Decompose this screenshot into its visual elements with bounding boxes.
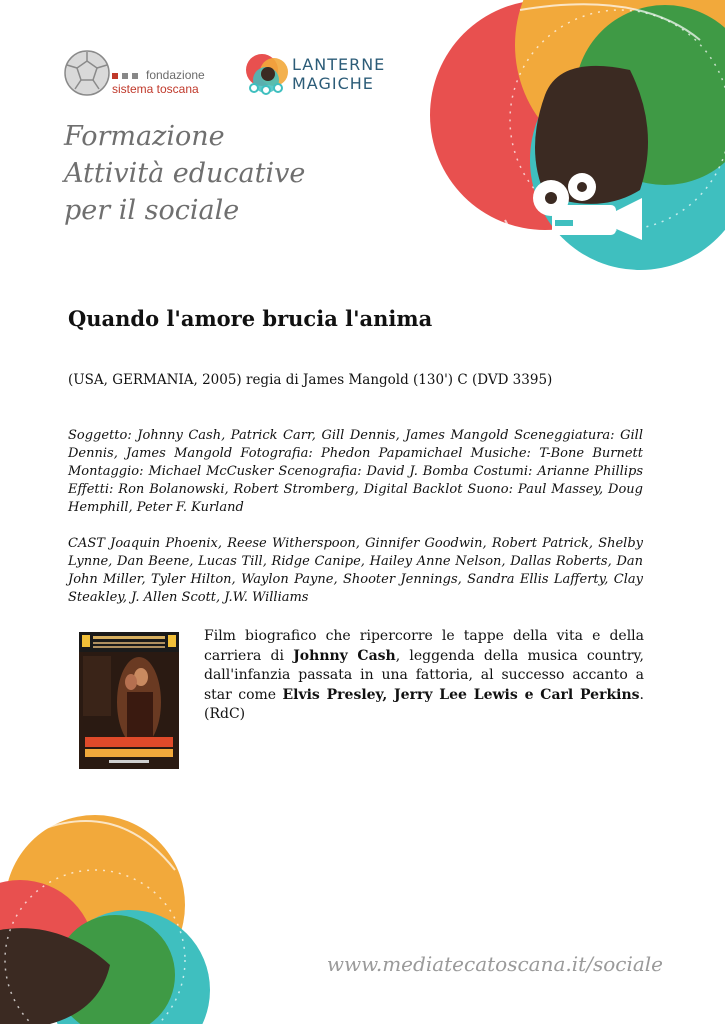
film-credits: Soggetto: Johnny Cash, Patrick Carr, Gill Dennis, James Mangold Sceneggiatura: Gill Dennis, James Mangold Fotografia: Phedon Papamichael Musiche: T-Bone Burnett Montaggio: Michael McCusker Scenografia: David J. Bomba Costumi: Arianne Phillips Effetti: Ron Bolanowski, Robert Stromberg, Digital Backlot Suono: Paul Massey, Doug Hemphill, Peter F. Kurland xyxy=(68,428,643,515)
section-title-line-3: per il sociale xyxy=(64,195,240,226)
synopsis-bold-2: Elvis Presley, Jerry Lee Lewis e Carl Perkins xyxy=(282,686,640,703)
synopsis-part-2: , leggenda della musica country, dall'infanzia passata in una fattoria, al successo accanto a star come xyxy=(204,647,644,703)
fondazione-dots xyxy=(112,72,142,80)
film-poster-image xyxy=(79,632,179,769)
logo-lanterne-line2: MAGICHE xyxy=(292,74,374,93)
lanterne-magiche-logo xyxy=(240,50,300,96)
film-info: (USA, GERMANIA, 2005) regia di James Mangold (130') C (DVD 3395) xyxy=(68,372,553,388)
synopsis-part-3: . (RdC) xyxy=(204,686,644,722)
logo-fondazione-line1: fondazione xyxy=(146,68,205,82)
film-title: Quando l'amore brucia l'anima xyxy=(68,306,433,331)
section-title-line-1: Formazione xyxy=(64,121,225,152)
section-title xyxy=(64,118,404,229)
logo-lanterne-line1: LANTERNE xyxy=(292,55,386,74)
film-cast: CAST Joaquin Phoenix, Reese Witherspoon, Ginnifer Goodwin, Robert Patrick, Shelby Lynne, Dan Beene, Lucas Till, Ridge Canipe, Hailey Anne Nelson, Dallas Roberts, Dan John Miller, Tyler Hilton, Waylon Payne, Shooter Jennings, Sandra Ellis Lafferty, Clay Steakley, J. Allen Scott, J.W. Williams xyxy=(68,536,643,605)
section-title-line-2: Attività educative xyxy=(64,158,306,189)
synopsis-part-1: Film biografico che ripercorre le tappe della vita e della carriera di xyxy=(204,628,644,664)
footer-url-link[interactable]: www.mediatecatoscana.it/sociale xyxy=(326,952,663,976)
logo-fondazione-line2: sistema toscana xyxy=(112,82,199,96)
synopsis-bold-1: Johnny Cash xyxy=(293,647,396,664)
film-synopsis xyxy=(204,627,644,725)
